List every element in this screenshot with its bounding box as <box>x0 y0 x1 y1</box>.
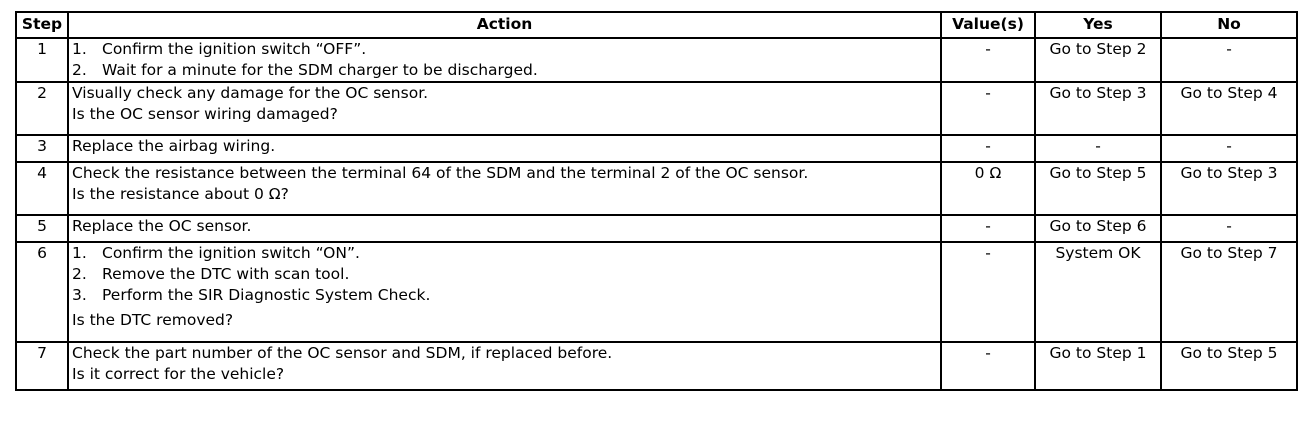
header-row <box>16 12 1297 38</box>
yes-cell: Go to Step 5 <box>1035 162 1161 215</box>
action-cell <box>68 342 941 390</box>
step-number: 3 <box>16 135 68 162</box>
value-cell: - <box>941 135 1035 162</box>
table-row <box>16 162 1297 215</box>
value-cell: - <box>941 82 1035 135</box>
action-cell <box>68 242 941 342</box>
substep <box>72 39 937 60</box>
action-text: Check the part number of the OC sensor and SDM, if replaced before. <box>72 344 613 362</box>
header-values: Value(s) <box>941 12 1035 38</box>
no-cell: - <box>1161 215 1297 242</box>
yes-cell: Go to Step 1 <box>1035 342 1161 390</box>
substep-text: Perform the SIR Diagnostic System Check. <box>102 286 431 304</box>
table-row <box>16 38 1297 82</box>
table-row <box>16 342 1297 390</box>
no-cell: - <box>1161 38 1297 82</box>
substep-text: Confirm the ignition switch “ON”. <box>102 244 360 262</box>
value-cell: - <box>941 215 1035 242</box>
substep-text: Remove the DTC with scan tool. <box>102 265 350 283</box>
yes-cell: Go to Step 6 <box>1035 215 1161 242</box>
action-text: Check the resistance between the terminal 64 of the SDM and the terminal 2 of the OC sensor. <box>72 164 809 182</box>
action-text: Visually check any damage for the OC sensor. <box>72 84 429 102</box>
substep-list <box>72 39 937 81</box>
step-number: 5 <box>16 215 68 242</box>
table-row <box>16 215 1297 242</box>
no-cell: Go to Step 4 <box>1161 82 1297 135</box>
table-row <box>16 82 1297 135</box>
table-row <box>16 135 1297 162</box>
substep-text: Confirm the ignition switch “OFF”. <box>102 40 367 58</box>
action-cell <box>68 162 941 215</box>
action-cell <box>68 215 941 242</box>
substep <box>72 243 937 264</box>
action-cell <box>68 135 941 162</box>
yes-cell: Go to Step 2 <box>1035 38 1161 82</box>
substep-number: 2. <box>72 61 87 79</box>
action-question: Is the DTC removed? <box>72 311 234 329</box>
header-action: Action <box>68 12 941 38</box>
step-number: 7 <box>16 342 68 390</box>
no-cell: Go to Step 5 <box>1161 342 1297 390</box>
action-cell <box>68 38 941 82</box>
yes-cell: System OK <box>1035 242 1161 342</box>
value-cell: - <box>941 342 1035 390</box>
no-cell: Go to Step 3 <box>1161 162 1297 215</box>
substep-number: 3. <box>72 286 87 304</box>
table-row <box>16 242 1297 342</box>
substep-number: 1. <box>72 244 87 262</box>
step-number: 2 <box>16 82 68 135</box>
substep-list <box>72 243 937 306</box>
substep-number: 2. <box>72 265 87 283</box>
action-cell <box>68 82 941 135</box>
yes-cell: Go to Step 3 <box>1035 82 1161 135</box>
step-number: 6 <box>16 242 68 342</box>
substep <box>72 264 937 285</box>
yes-cell: - <box>1035 135 1161 162</box>
header-yes: Yes <box>1035 12 1161 38</box>
diagnostic-table <box>15 11 1298 391</box>
value-cell: - <box>941 242 1035 342</box>
action-question: Is the resistance about 0 Ω? <box>72 185 289 203</box>
step-number: 4 <box>16 162 68 215</box>
action-question: Is it correct for the vehicle? <box>72 365 285 383</box>
action-question: Is the OC sensor wiring damaged? <box>72 105 338 123</box>
value-cell: 0 Ω <box>941 162 1035 215</box>
value-cell: - <box>941 38 1035 82</box>
no-cell: - <box>1161 135 1297 162</box>
substep <box>72 285 937 306</box>
header-step: Step <box>16 12 68 38</box>
substep <box>72 60 937 81</box>
substep-text: Wait for a minute for the SDM charger to be discharged. <box>102 61 538 79</box>
header-no: No <box>1161 12 1297 38</box>
substep-number: 1. <box>72 40 87 58</box>
action-text: Replace the airbag wiring. <box>72 137 276 155</box>
no-cell: Go to Step 7 <box>1161 242 1297 342</box>
step-number: 1 <box>16 38 68 82</box>
action-text: Replace the OC sensor. <box>72 217 252 235</box>
